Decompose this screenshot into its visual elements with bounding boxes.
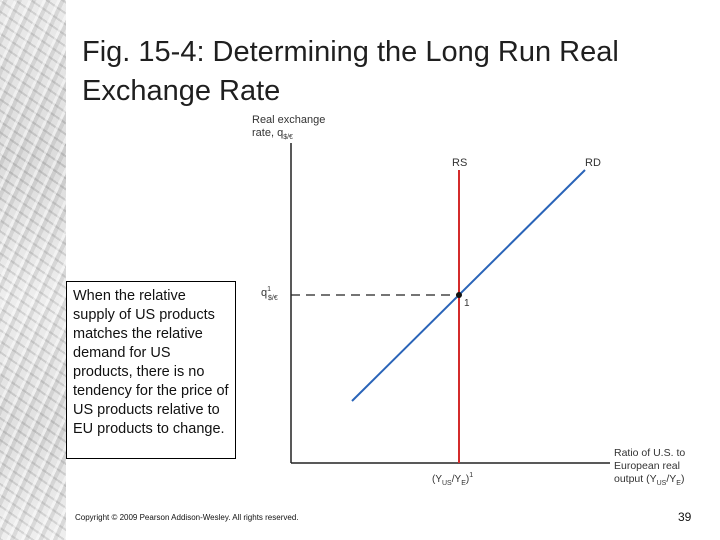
explanation-textbox: When the relative supply of US products matches the relative demand for US products, there is no tendency for the price of US products relative to EU products to change. [66, 281, 236, 459]
x-axis-label-line2: European real [614, 460, 680, 472]
slide-title: Fig. 15-4: Determining the Long Run Real Exchange Rate [82, 36, 619, 107]
x-axis-label-line3: output $(Y_{US}/Y_E)$ [614, 473, 685, 487]
y-axis-label-line2: rate, $q_{\$/€}$ [252, 127, 293, 141]
equilibrium-point [456, 292, 462, 298]
x-tick-label: $(Y_{US}/Y_E)^1$ [432, 472, 474, 487]
rd-line [352, 170, 585, 401]
copyright-notice: Copyright © 2009 Pearson Addison-Wesley. All rights reserved. [75, 513, 299, 522]
rs-label: RS [452, 157, 468, 169]
x-axis-label-line1: Ratio of U.S. to [614, 447, 686, 459]
q-tick-label: $q^1$ [261, 286, 272, 299]
y-axis-label-line1: Real exchange [252, 114, 326, 126]
equilibrium-label: 1 [464, 298, 470, 309]
page-number: 39 [678, 510, 692, 524]
q-tick-subscript: $/€ [268, 295, 278, 302]
rd-label: RD [585, 157, 601, 169]
